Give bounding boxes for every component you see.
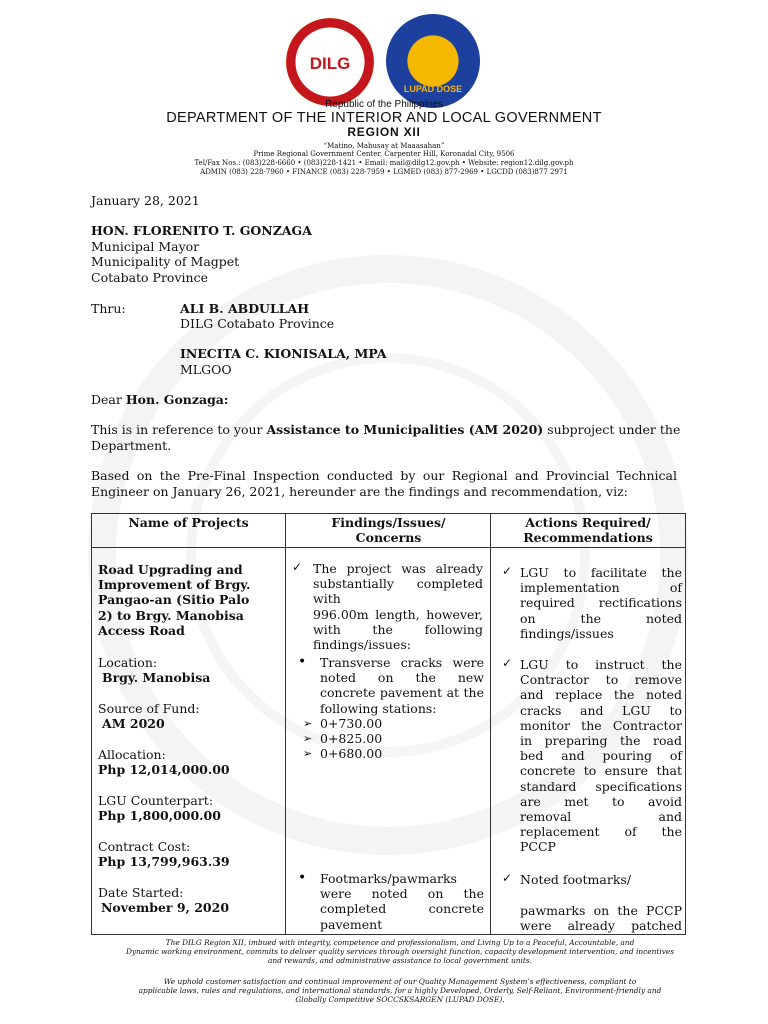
date-started-label: Date Started: — [98, 885, 184, 900]
paragraph-2-line2: Engineer on January 26, 2021, hereunder are the findings and recommendation, viz: — [91, 484, 628, 499]
header-actions: Actions Required/ Recommendations — [491, 514, 685, 548]
footer-quality-policy: We uphold customer satisfaction and continual improvement of our Quality Management System’s effectiveness, compliant to applicable laws, rules and regulations, and international standards, for a highly Developed, Orderly, Self-Reliant, Environment-friendly and Globally Competitive SOCCSKSARGEN (LUPAD DOSE). — [138, 977, 662, 1005]
fund-value: AM 2020 — [102, 716, 165, 731]
addressee-title: Municipal Mayor — [91, 239, 200, 254]
thru2-name: INECITA C. KIONISALA, MPA — [180, 346, 387, 361]
bullet-icon: • — [298, 654, 307, 670]
addressee-name: HON. FLORENITO T. GONZAGA — [91, 223, 312, 238]
header-findings: Findings/Issues/ Concerns — [286, 514, 491, 548]
footer-commitment: The DILG Region XII, imbued with integrity, competence and professionalism, and Living Up to a Peaceful, Accountable, and Dynamic working environment, commits to deliver quality services through oversight function, capacity development intervention, and incentives and rewards, and administrative assistance to local government units. — [125, 938, 675, 966]
paragraph-1: This is in reference to your Assistance to Municipalities (AM 2020) subproject under the — [91, 422, 681, 437]
region-name: REGION XII — [347, 125, 421, 139]
station-3: 0+680.00 — [320, 746, 383, 761]
findings-table — [91, 513, 686, 935]
salutation: Dear Hon. Gonzaga: — [91, 392, 229, 407]
lgu-counterpart-label: LGU Counterpart: — [98, 793, 214, 808]
findings-intro: The project was already substantially completed with 996.00m length, however, with the following findings/issues: — [313, 561, 483, 653]
letter-date: January 28, 2021 — [91, 193, 200, 208]
thru1-name: ALI B. ABDULLAH — [180, 301, 310, 316]
allocation-label: Allocation: — [98, 747, 166, 762]
arrow-bullet-icon: ➢ — [303, 732, 313, 745]
allocation-value: Php 12,014,000.00 — [98, 762, 230, 777]
location-label: Location: — [98, 655, 158, 670]
action-instruct: LGU to instruct the Contractor to remove and replace the noted cracks and LGU to monitor the Contractor in preparing the road bed and pouring of concrete to ensure that standard specifications are met to avoid removal and replacement of the PCCP — [520, 657, 682, 855]
contract-cost-value: Php 13,799,963.39 — [98, 854, 230, 869]
lupad-dose-logo: LUPAD DOSE — [386, 14, 480, 108]
fund-label: Source of Fund: — [98, 701, 200, 716]
addressee-org: Municipality of Magpet — [91, 254, 240, 269]
thru1-org: DILG Cotabato Province — [180, 316, 335, 331]
project-name: Road Upgrading and Improvement of Brgy. Pangao-an (Sitio Palo 2) to Brgy. Manobisa Access Road — [98, 562, 251, 638]
check-icon: ✓ — [502, 871, 513, 885]
station-2: 0+825.00 — [320, 731, 383, 746]
location-value: Brgy. Manobisa — [102, 670, 211, 685]
finding-footmarks: Footmarks/pawmarks were noted on the completed concrete pavement — [320, 871, 484, 932]
department-name: DEPARTMENT OF THE INTERIOR AND LOCAL GOVERNMENT — [166, 110, 602, 126]
action-patched: pawmarks on the PCCP were already patched — [520, 903, 682, 934]
motto: “Matino, Mahusay at Maaasahan” — [323, 142, 445, 150]
paragraph-2-line1: Based on the Pre-Final Inspection conducted by our Regional and Provincial Technical — [91, 468, 677, 483]
column-projects — [92, 514, 285, 934]
paragraph-1-line2: Department. — [91, 438, 172, 453]
column-findings — [285, 514, 491, 934]
finding-cracks: Transverse cracks were noted on the new concrete pavement at the following stations: — [320, 655, 484, 716]
department-numbers: ADMIN (083) 228-7960 • FINANCE (083) 228-7959 • LGMED (083) 877-2969 • LGCDD (083)877 2971 — [200, 168, 568, 176]
check-icon: ✓ — [502, 564, 513, 578]
action-noted-footmarks: Noted footmarks/ — [520, 872, 632, 887]
contract-cost-label: Contract Cost: — [98, 839, 191, 854]
dilg-logo: DILG — [286, 18, 374, 106]
arrow-bullet-icon: ➢ — [303, 747, 313, 760]
contact-numbers: Tel/Fax Nos.: (083)228-6660 • (083)228-1421 • Email: mail@dilg12.gov.ph • Website: region12.dilg.gov.ph — [194, 159, 574, 167]
office-address: Prime Regional Government Center, Carpenter Hill, Koronadal City, 9506 — [253, 150, 515, 158]
addressee-province: Cotabato Province — [91, 270, 208, 285]
thru2-title: MLGOO — [180, 362, 232, 377]
thru-label: Thru: — [91, 301, 126, 316]
arrow-bullet-icon: ➢ — [303, 717, 313, 730]
column-actions — [490, 514, 685, 934]
date-started-value: November 9, 2020 — [101, 900, 230, 915]
action-facilitate: LGU to facilitate the implementation of required rectifications on the noted findings/issues — [520, 565, 682, 641]
lgu-counterpart-value: Php 1,800,000.00 — [98, 808, 221, 823]
check-icon: ✓ — [502, 656, 513, 670]
station-1: 0+730.00 — [320, 716, 383, 731]
bullet-icon: • — [298, 870, 307, 886]
republic-line: Republic of the Philippines — [325, 99, 443, 110]
check-icon: ✓ — [292, 560, 303, 574]
header-name-of-projects: Name of Projects — [92, 514, 285, 548]
